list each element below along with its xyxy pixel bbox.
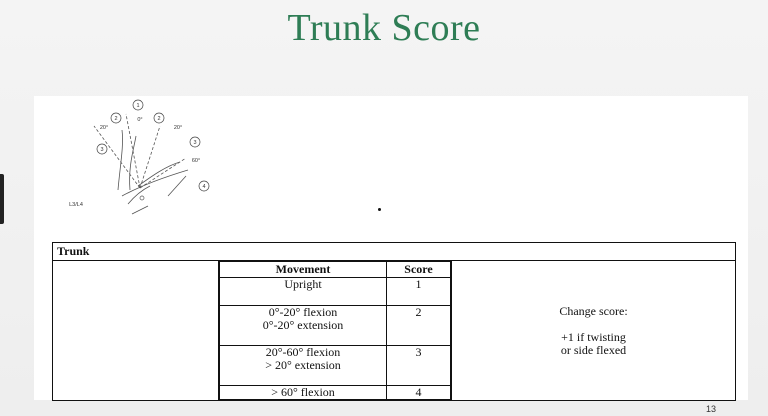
movement-cell — [220, 386, 387, 400]
blank-cell — [53, 261, 219, 401]
diagram-label-3-right: 3 — [193, 140, 197, 146]
movement-cell — [220, 346, 387, 386]
diagram-label-60deg: 60° — [191, 158, 201, 164]
movement-text: Upright — [284, 277, 322, 291]
movement-cell — [220, 278, 387, 306]
stray-dot — [378, 208, 381, 211]
diagram-label-20deg-left: 20° — [99, 125, 109, 131]
score-cell: 3 — [387, 346, 451, 386]
diagram-label-2-left: 2 — [114, 116, 118, 122]
score-cell: 4 — [387, 386, 451, 400]
diagram-label-1: 1 — [136, 103, 140, 109]
trunk-score-table — [52, 242, 736, 401]
page-number: 13 — [705, 404, 716, 414]
note-line: Change score: — [559, 303, 628, 318]
movement-text: 20°-60° flexion — [265, 345, 341, 359]
note-line: or side flexed — [560, 342, 627, 357]
slide-title: Trunk Score — [287, 7, 481, 49]
movement-score-cell — [219, 261, 452, 401]
movement-text: > 60° flexion — [271, 385, 335, 399]
diagram-label-2-right: 2 — [157, 116, 161, 122]
table-row — [220, 306, 451, 346]
table-row — [220, 386, 451, 400]
diagram-label-3-left: 3 — [100, 147, 104, 153]
score-cell: 1 — [387, 278, 451, 306]
movement-score-table — [219, 261, 451, 400]
movement-header: Movement — [220, 262, 387, 278]
movement-cell — [220, 306, 387, 346]
score-cell: 2 — [387, 306, 451, 346]
diagram-label-4: 4 — [202, 184, 206, 190]
table-row — [220, 346, 451, 386]
diagram-label-0deg: 0° — [137, 117, 143, 123]
figure-panel — [34, 96, 748, 400]
diagram-label-20deg-right: 20° — [173, 125, 183, 131]
trunk-posture-diagram — [48, 96, 206, 226]
table-section-header: Trunk — [53, 243, 736, 261]
movement-text: 0°-20° extension — [262, 318, 344, 332]
score-header: Score — [387, 262, 451, 278]
table-row — [220, 278, 451, 306]
movement-text: 0°-20° flexion — [268, 305, 338, 319]
note-line: +1 if twisting — [561, 329, 626, 344]
side-tab-handle[interactable] — [0, 174, 4, 224]
movement-text: > 20° extension — [265, 358, 341, 372]
diagram-label-vertebra: L3/L4 — [69, 202, 83, 208]
adjustment-note-cell — [452, 261, 736, 401]
